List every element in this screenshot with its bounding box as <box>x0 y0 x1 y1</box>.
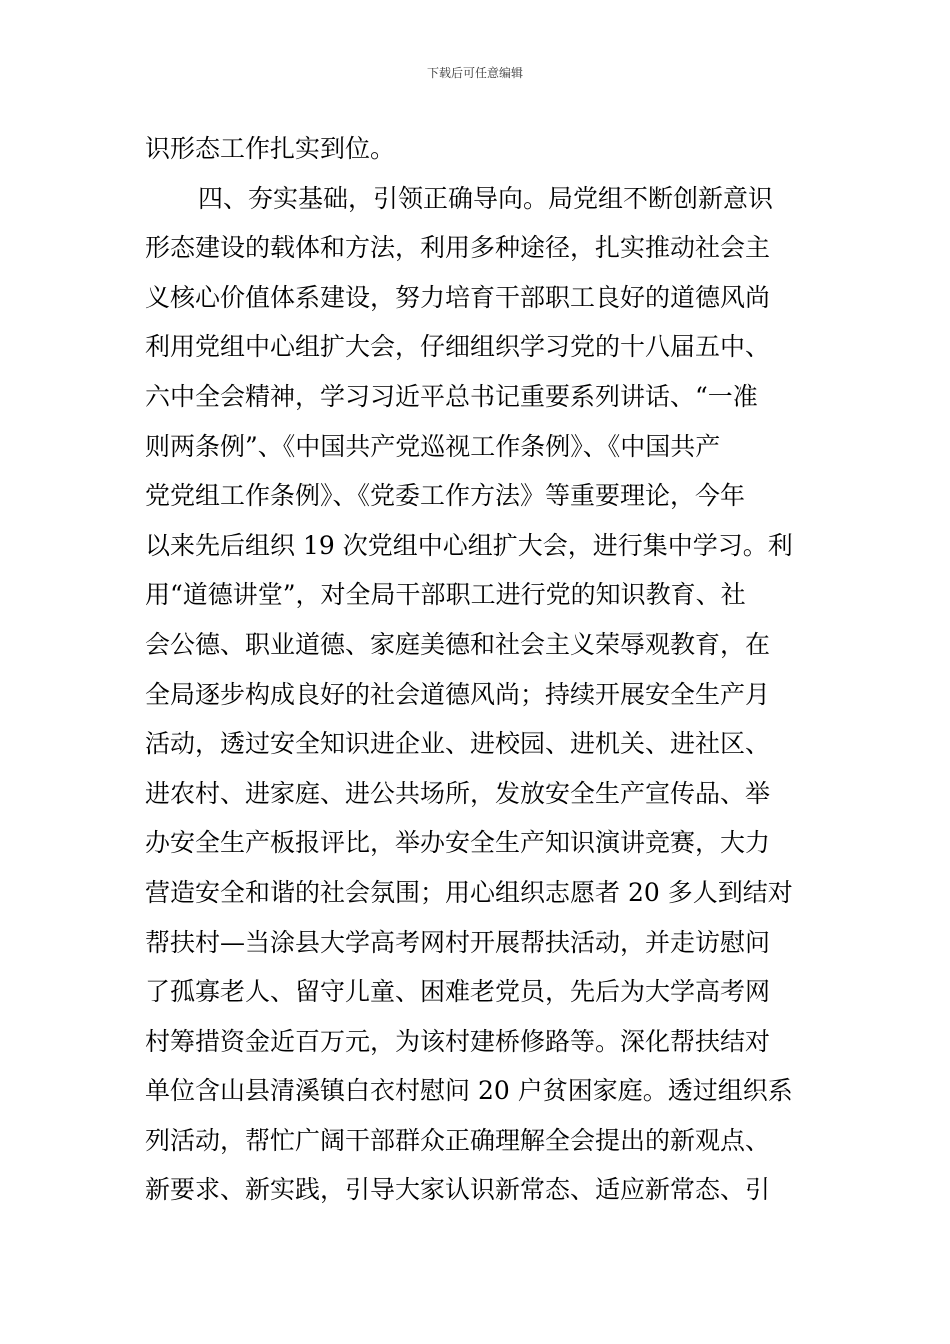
text-line-15: 办安全生产板报评比，举办安全生产知识演讲竞赛，大力 <box>145 828 771 858</box>
text-line-19: 村筹措资金近百万元，为该村建桥修路等。深化帮扶结对 <box>145 1026 771 1056</box>
text-line-14: 进农村、进家庭、进公共场所，发放安全生产宣传品、举 <box>145 778 771 808</box>
text-line-9: 以来先后组织 19 次党组中心组扩大会，进行集中学习。利 <box>145 530 793 560</box>
text-line-7: 则两条例”、《中国共产党巡视工作条例》、《中国共产 <box>145 431 721 461</box>
text-line-21: 列活动，帮忙广阔干部群众正确理解全会提出的新观点、 <box>145 1125 771 1155</box>
page-header: 下载后可任意编辑 <box>426 66 523 80</box>
text-line-2: 四、夯实基础，引领正确导向。局党组不断创新意识 <box>198 183 774 213</box>
text-line-13: 活动，透过安全知识进企业、进校园、进机关、进社区、 <box>145 729 771 759</box>
text-line-12: 全局逐步构成良好的社会道德风尚；持续开展安全生产月 <box>145 679 771 709</box>
text-line-17: 帮扶村—当涂县大学高考网村开展帮扶活动，并走访慰问 <box>145 927 771 957</box>
text-line-18: 了孤寡老人、留守儿童、困难老党员，先后为大学高考网 <box>145 977 771 1007</box>
text-line-11: 会公德、职业道德、家庭美德和社会主义荣辱观教育，在 <box>145 629 771 659</box>
text-line-4: 义核心价值体系建设，努力培育干部职工良好的道德风尚 <box>145 282 771 312</box>
text-line-16: 营造安全和谐的社会氛围；用心组织志愿者 20 多人到结对 <box>145 877 793 907</box>
text-line-20: 单位含山县清溪镇白衣村慰问 20 户贫困家庭。透过组织系 <box>145 1076 793 1106</box>
text-line-10: 用“道德讲堂”，对全局干部职工进行党的知识教育、社 <box>145 580 746 610</box>
text-line-22: 新要求、新实践，引导大家认识新常态、适应新常态、引 <box>145 1175 771 1205</box>
text-line-3: 形态建设的载体和方法，利用多种途径，扎实推动社会主 <box>145 233 771 263</box>
text-line-6: 六中全会精神，学习习近平总书记重要系列讲话、“一准 <box>145 381 758 411</box>
text-line-1: 识形态工作扎实到位。 <box>145 134 396 163</box>
document-body <box>145 124 815 1215</box>
text-line-5: 利用党组中心组扩大会，仔细组织学习党的十八届五中、 <box>145 332 771 362</box>
text-line-8: 党党组工作条例》、《党委工作方法》等重要理论，今年 <box>145 481 746 511</box>
